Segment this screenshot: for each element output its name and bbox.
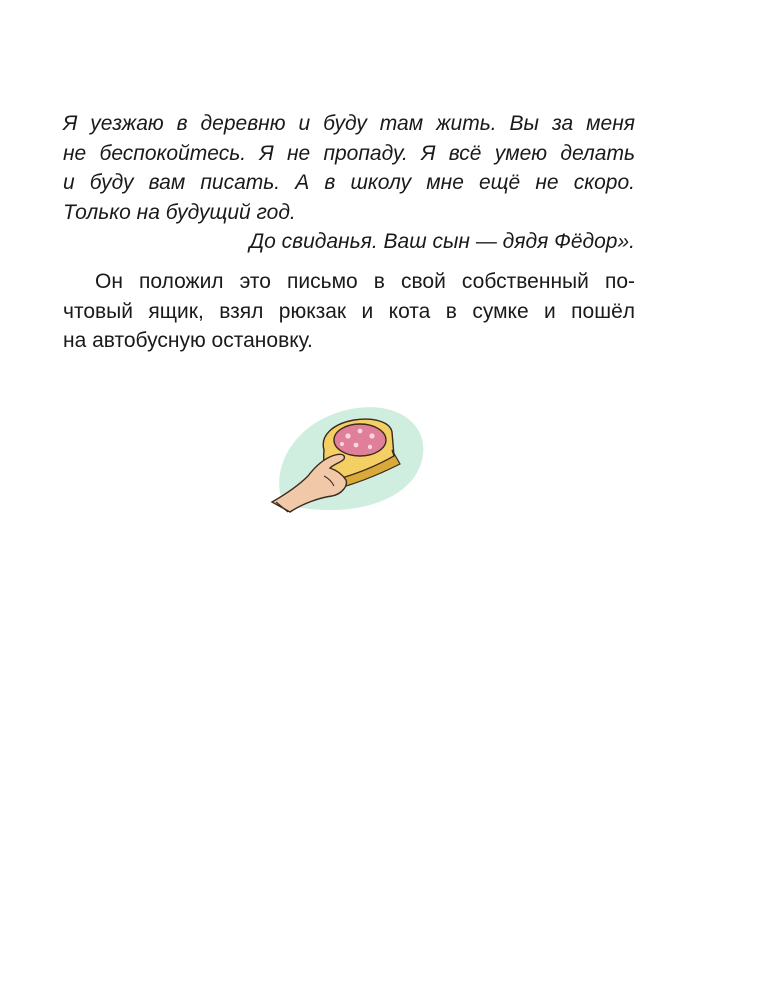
narrative-paragraph <box>63 267 635 356</box>
sausage-spot <box>368 445 372 449</box>
sausage-spot <box>354 443 359 448</box>
letter-line: Только на будущий год. <box>63 200 296 224</box>
narrative-line: на автобусную остановку. <box>63 329 313 352</box>
narrative-line: Он положил это письмо в свой собственный по- <box>95 270 635 293</box>
sausage-spot <box>369 433 374 438</box>
letter-line: не беспокойтесь. Я не пропаду. Я всё умею делать <box>63 141 635 165</box>
sausage-spot <box>345 433 350 438</box>
letter-line: Я уезжаю в деревню и буду там жить. Вы за меня <box>63 112 635 135</box>
sandwich-illustration <box>262 398 432 523</box>
sausage-spot <box>340 442 344 446</box>
sausage-spot <box>358 429 363 434</box>
letter-line: и буду вам писать. А в школу мне ещё не скоро. <box>63 171 635 194</box>
sandwich-hand-drawing <box>262 398 432 523</box>
narrative-line: чтовый ящик, взял рюкзак и кота в сумке и пошёл <box>63 299 635 323</box>
letter-signoff: До свиданья. Ваш сын — дядя Фёдор». <box>249 230 635 253</box>
letter-text <box>63 109 635 257</box>
